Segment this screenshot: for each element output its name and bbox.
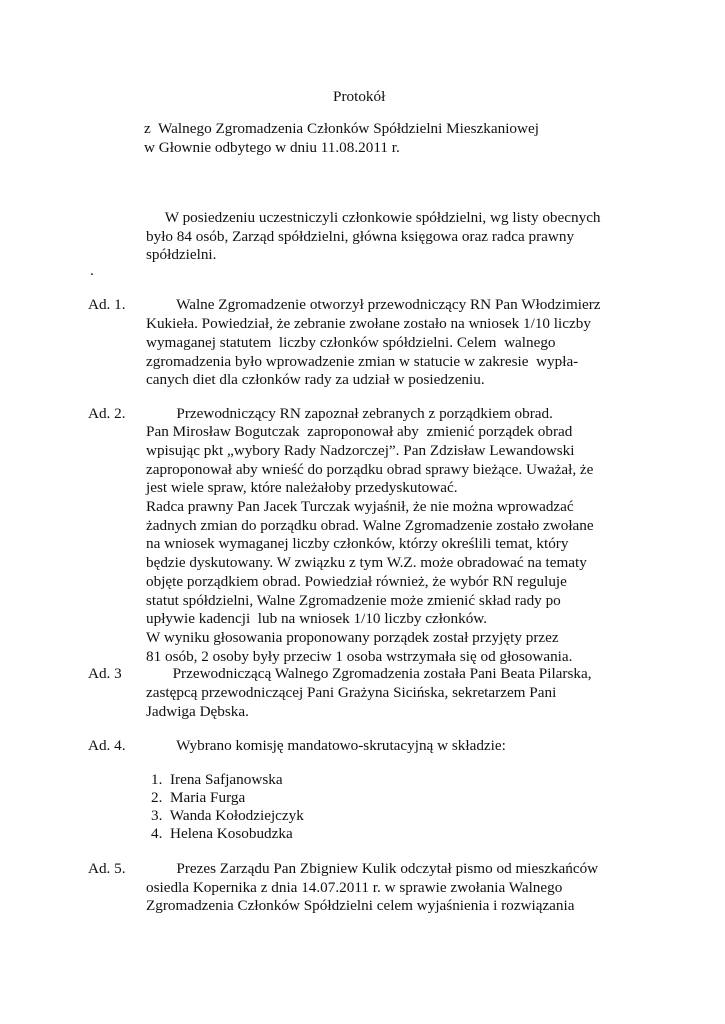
section-line: zastępcą przewodniczącej Pani Grażyna Sicińska, sekretarzem Pani: [146, 684, 557, 701]
section-label: Ad. 5.: [88, 860, 126, 877]
section-line: wymaganej statutem liczby członków spółdzielni. Celem walnego: [146, 334, 556, 351]
section-line: Prezes Zarządu Pan Zbigniew Kulik odczytał pismo od mieszkańców: [146, 860, 599, 877]
section-line: Jadwiga Dębska.: [146, 703, 249, 720]
list-item: 3. Wanda Kołodziejczyk: [151, 807, 304, 824]
section-line: canych diet dla członków rady za udział w posiedzeniu.: [146, 371, 485, 388]
intro-line: było 84 osób, Zarząd spółdzielni, główna księgowa oraz radca prawny: [146, 228, 575, 245]
subtitle-line: z Walnego Zgromadzenia Członków Spółdzielni Mieszkaniowej: [144, 120, 539, 137]
list-item: 1. Irena Safjanowska: [151, 771, 283, 788]
section-label: Ad. 1.: [88, 296, 126, 313]
section-line: jest wiele spraw, które należałoby przedyskutować.: [146, 479, 458, 496]
section-label: Ad. 3: [88, 665, 122, 682]
section-line: osiedla Kopernika z dnia 14.07.2011 r. w sprawie zwołania Walnego: [146, 879, 563, 896]
list-item: 4. Helena Kosobudzka: [151, 825, 293, 842]
intro-line: W posiedzeniu uczestniczyli członkowie spółdzielni, wg listy obecnych: [146, 209, 601, 226]
section-line: upływie kadencji lub na wniosek 1/10 liczby członków.: [146, 610, 488, 627]
section-line: żadnych zmian do porządku obrad. Walne Zgromadzenie zostało zwołane: [146, 517, 594, 534]
section-line: wpisując pkt „wybory Rady Nadzorczej”. Pan Zdzisław Lewandowski: [146, 442, 575, 459]
section-line: Przewodniczący RN zapoznał zebranych z porządkiem obrad.: [146, 405, 553, 422]
section-label: Ad. 2.: [88, 405, 126, 422]
section-line: Walne Zgromadzenie otworzył przewodniczący RN Pan Włodzimierz: [146, 296, 601, 313]
intro-line: spółdzielni.: [146, 246, 217, 263]
subtitle-line: w Głownie odbytego w dniu 11.08.2011 r.: [144, 139, 400, 156]
section-line: będzie dyskutowany. W związku z tym W.Z. może obradować na tematy: [146, 554, 587, 571]
section-line: zaproponował aby wnieść do porządku obrad sprawy bieżące. Uważał, że: [146, 461, 594, 478]
section-line: Radca prawny Pan Jacek Turczak wyjaśnił, że nie można wprowadzać: [146, 498, 574, 515]
list-item: 2. Maria Furga: [151, 789, 246, 806]
section-line: Zgromadzenia Członków Spółdzielni celem wyjaśnienia i rozwiązania: [146, 897, 575, 914]
section-line: zgromadzenia było wprowadzenie zmian w statucie w zakresie wypła-: [146, 353, 579, 370]
section-line: W wyniku głosowania proponowany porządek został przyjęty przez: [146, 629, 559, 646]
section-line: na wniosek wymaganej liczby członków, którzy określili temat, który: [146, 535, 569, 552]
section-line: statut spółdzielni, Walne Zgromadzenie może zmienić skład rady po: [146, 592, 561, 609]
section-line: Pan Mirosław Bogutczak zaproponował aby zmienić porządek obrad: [146, 423, 573, 440]
section-label: Ad. 4.: [88, 737, 126, 754]
stray-dot: .: [90, 262, 94, 279]
section-line: Przewodniczącą Walnego Zgromadzenia została Pani Beata Pilarska,: [146, 665, 592, 682]
section-line: Kukieła. Powiedział, że zebranie zwołane zostało na wniosek 1/10 liczby: [146, 315, 591, 332]
section-line: 81 osób, 2 osoby były przeciw 1 osoba wstrzymała się od głosowania.: [146, 648, 573, 665]
section-line: objęte porządkiem obrad. Powiedział również, że wybór RN reguluje: [146, 573, 567, 590]
document-title: Protokół: [333, 88, 386, 105]
section-line: Wybrano komisję mandatowo-skrutacyjną w składzie:: [146, 737, 506, 754]
